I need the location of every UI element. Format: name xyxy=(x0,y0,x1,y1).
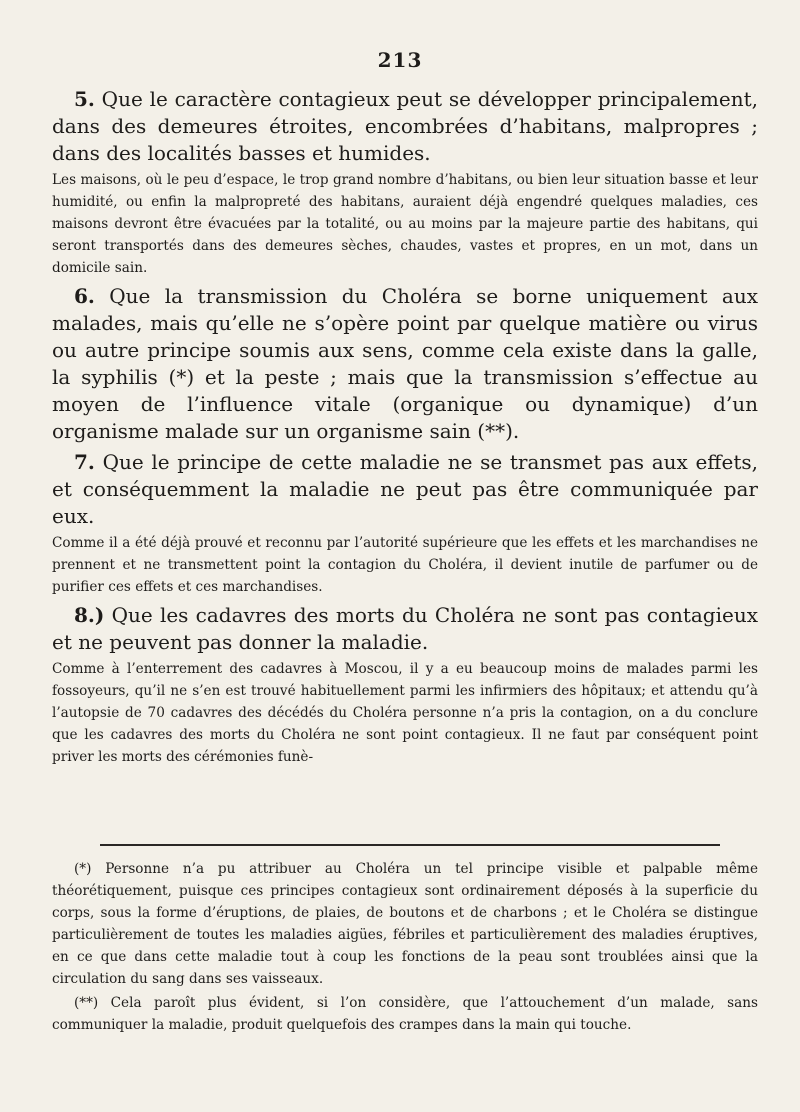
proposition-7 xyxy=(52,449,758,530)
page-number: 213 xyxy=(377,48,423,72)
footnote-2: (**) Cela paroît plus évident, si l’on considère, que l’attouchement d’un malade, sans communiquer la maladie, produit quelquefois des crampes dans la main qui touche. xyxy=(52,995,758,1033)
proposition-number: 7. xyxy=(74,450,95,474)
proposition-number: 6. xyxy=(74,284,95,308)
proposition-6 xyxy=(52,283,758,445)
proposition-text: Que le principe de cette maladie ne se transmet pas aux effets, et conséquemment la maladie ne peut pas être communiquée par eux. xyxy=(52,450,759,528)
proposition-5 xyxy=(52,86,758,167)
footnotes xyxy=(52,858,758,1038)
proposition-8 xyxy=(52,602,758,656)
proposition-8-note: Comme à l’enterrement des cadavres à Moscou, il y a eu beaucoup moins de malades parmi les fossoyeurs, qu’il ne s’en est trouvé habituellement parmi les infirmiers des hôpitaux; et attendu qu’à l’autopsie de 70 cadavres des décédés du Choléra personne n’a pris la contagion, on a du conclure que les cadavres des morts du Choléra ne sont point contagieux. Il ne faut par conséquent point priver les morts des cérémonies funè- xyxy=(52,661,758,765)
proposition-number: 5. xyxy=(74,87,95,111)
proposition-text: Que les cadavres des morts du Choléra ne sont pas contagieux et ne peuvent pas donner la maladie. xyxy=(52,603,758,654)
proposition-text: Que le caractère contagieux peut se développer principalement, dans des demeures étroites, encombrées d’habitans, malpropres ; dans des localités basses et humides. xyxy=(52,87,758,165)
proposition-7-note: Comme il a été déjà prouvé et reconnu par l’autorité supérieure que les effets et les marchandises ne prennent et ne transmettent point la contagion du Choléra, il devient inutile de parfumer ou de purifier ces effets et ces marchandises. xyxy=(52,535,758,595)
main-text xyxy=(52,86,758,772)
footnote-1: (*) Personne n’a pu attribuer au Choléra un tel principe visible et palpable même théorétiquement, puisque ces principes contagieux sont ordinairement déposés à la superficie du corps, sous la forme d’éruptions, de plaies, de boutons et de charbons ; et le Choléra se distingue particulièrement de toutes les maladies aigües, fébriles et particulièrement des maladies éruptives, en ce que dans cette maladie tout à coup les fonctions de la peau sont troublées ainsi que la circulation du sang dans ses vaisseaux. xyxy=(52,861,758,987)
proposition-5-note: Les maisons, où le peu d’espace, le trop grand nombre d’habitans, ou bien leur situation basse et leur humidité, ou enfin la malpropreté des habitans, auraient déjà engendré quelques maladies, ces maisons devront être évacuées par la totalité, ou au moins par la majeure partie des habitans, qui seront transportés dans des demeures sèches, chaudes, vastes et propres, en un mot, dans un domicile sain. xyxy=(52,172,758,276)
footnote-divider xyxy=(100,844,720,846)
proposition-text: Que la transmission du Choléra se borne uniquement aux malades, mais qu’elle ne s’opère point par quelque matière ou virus ou autre principe soumis aux sens, comme cela existe dans la galle, la syphilis (*) et la peste ; mais que la transmission s’effectue au moyen de l’influence vitale (organique ou dynamique) d’un organisme malade sur un organisme sain (**). xyxy=(52,284,758,443)
proposition-number: 8.) xyxy=(74,603,105,627)
